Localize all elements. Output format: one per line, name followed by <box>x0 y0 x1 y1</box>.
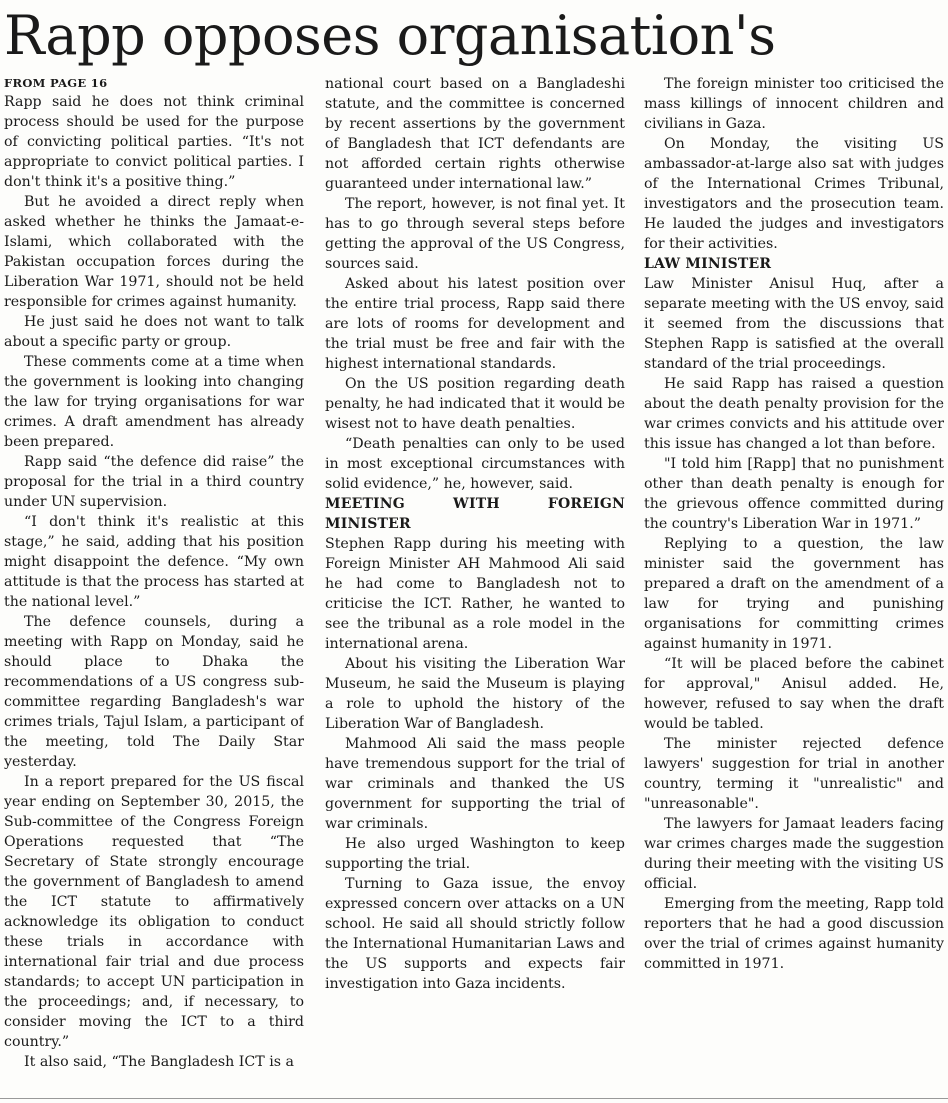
paragraph: But he avoided a direct reply when asked whether he thinks the Jamaat-e-Islami, which collaborated with the Pakistan occupation forces during the Liberation War 1971, should not be held responsible for crimes against humanity. <box>4 194 304 310</box>
article-column-3 <box>644 74 944 1094</box>
article-column-1 <box>4 74 304 1094</box>
article-column-2 <box>325 74 625 1094</box>
paragraph: He just said he does not want to talk about a specific party or group. <box>4 314 304 350</box>
paragraph: It also said, “The Bangladesh ICT is a <box>24 1054 295 1070</box>
paragraph: The lawyers for Jamaat leaders facing war crimes charges made the suggestion during their meeting with the visiting US official. <box>644 816 944 892</box>
paragraph: He said Rapp has raised a question about the death penalty provision for the war crimes convicts and his attitude over this issue has changed a lot than before. <box>644 376 944 452</box>
paragraph: The foreign minister too criticised the mass killings of innocent children and civilians in Gaza. <box>644 76 944 132</box>
paragraph: Replying to a question, the law minister said the government has prepared a draft on the amendment of a law for trying and punishing organisations for committing crimes against humanity in 1971. <box>644 536 944 652</box>
paragraph: Turning to Gaza issue, the envoy expressed concern over attacks on a UN school. He said all should strictly follow the International Humanitarian Laws and the US supports and expects fair investigation into Gaza incidents. <box>325 876 625 992</box>
paragraph: Rapp said he does not think criminal process should be used for the purpose of convicting political parties. “It's not appropriate to convict political parties. I don't think it's a positive thing.” <box>4 94 304 190</box>
subhead-law-minister: LAW MINISTER <box>644 256 772 272</box>
paragraph: On Monday, the visiting US ambassador-at-large also sat with judges of the International Crimes Tribunal, investigators and the prosecution team. He lauded the judges and investigators for their activities. <box>644 136 944 252</box>
paragraph: The minister rejected defence lawyers' suggestion for trial in another country, terming it "unrealistic" and "unreasonable". <box>644 736 944 812</box>
paragraph: These comments come at a time when the government is looking into changing the law for trying organisations for war crimes. A draft amendment has already been prepared. <box>4 354 304 450</box>
paragraph: Emerging from the meeting, Rapp told reporters that he had a good discussion over the trial of crimes against humanity committed in 1971. <box>644 896 944 972</box>
paragraph: Rapp said “the defence did raise” the proposal for the trial in a third country under UN supervision. <box>4 454 304 510</box>
paragraph: national court based on a Bangladeshi statute, and the committee is concerned by recent assertions by the government of Bangladesh that ICT defendants are not afforded certain rights otherwise guaranteed under international law.” <box>325 76 625 192</box>
paragraph: "I told him [Rapp] that no punishment other than death penalty is enough for the grievous offence committed during the country's Liberation War in 1971.” <box>644 456 944 532</box>
paragraph: “I don't think it's realistic at this stage,” he said, adding that his position might disappoint the defence. “My own attitude is that the process has started at the national level.” <box>4 514 304 610</box>
paragraph: He also urged Washington to keep supporting the trial. <box>325 836 625 872</box>
paragraph: Asked about his latest position over the entire trial process, Rapp said there are lots of rooms for development and the trial must be free and fair with the highest international standards. <box>325 276 625 372</box>
paragraph: The defence counsels, during a meeting with Rapp on Monday, said he should place to Dhaka the recommendations of a US congress sub-committee regarding Bangladesh's war crimes trials, Tajul Islam, a participant of the meeting, told The Daily Star yesterday. <box>4 614 304 770</box>
paragraph: About his visiting the Liberation War Museum, he said the Museum is playing a role to uphold the history of the Liberation War of Bangladesh. <box>325 656 625 732</box>
paragraph: Stephen Rapp during his meeting with Foreign Minister AH Mahmood Ali said he had come to Bangladesh not to criticise the ICT. Rather, he wanted to see the tribunal as a role model in the international arena. <box>325 536 625 652</box>
continuation-kicker: FROM PAGE 16 <box>4 76 108 90</box>
paragraph: “Death penalties can only to be used in most exceptional circumstances with solid evidence,” he, however, said. <box>325 436 625 492</box>
bottom-rule <box>0 1098 948 1099</box>
paragraph: In a report prepared for the US fiscal year ending on September 30, 2015, the Sub-committee of the Congress Foreign Operations requested that “The Secretary of State strongly encourage the government of Bangladesh to amend the ICT statute to affirmatively acknowledge its obligation to conduct these trials in accordance with international fair trial and due process standards; to accept UN participation in the proceedings; and, if necessary, to consider moving the ICT to a third country.” <box>4 774 304 1050</box>
paragraph: Mahmood Ali said the mass people have tremendous support for the trial of war criminals and thanked the US government for supporting the trial of war criminals. <box>325 736 625 832</box>
headline: Rapp opposes organisation's <box>4 4 776 67</box>
paragraph: On the US position regarding death penalty, he had indicated that it would be wisest not to have death penalties. <box>325 376 625 432</box>
subhead-foreign-minister: MEETING WITH FOREIGN MINISTER <box>325 496 625 532</box>
paragraph: The report, however, is not final yet. It has to go through several steps before getting the approval of the US Congress, sources said. <box>325 196 625 272</box>
paragraph: Law Minister Anisul Huq, after a separate meeting with the US envoy, said it seemed from the discussions that Stephen Rapp is satisfied at the overall standard of the trial proceedings. <box>644 276 944 372</box>
paragraph: “It will be placed before the cabinet for approval," Anisul added. He, however, refused to say when the draft would be tabled. <box>644 656 944 732</box>
